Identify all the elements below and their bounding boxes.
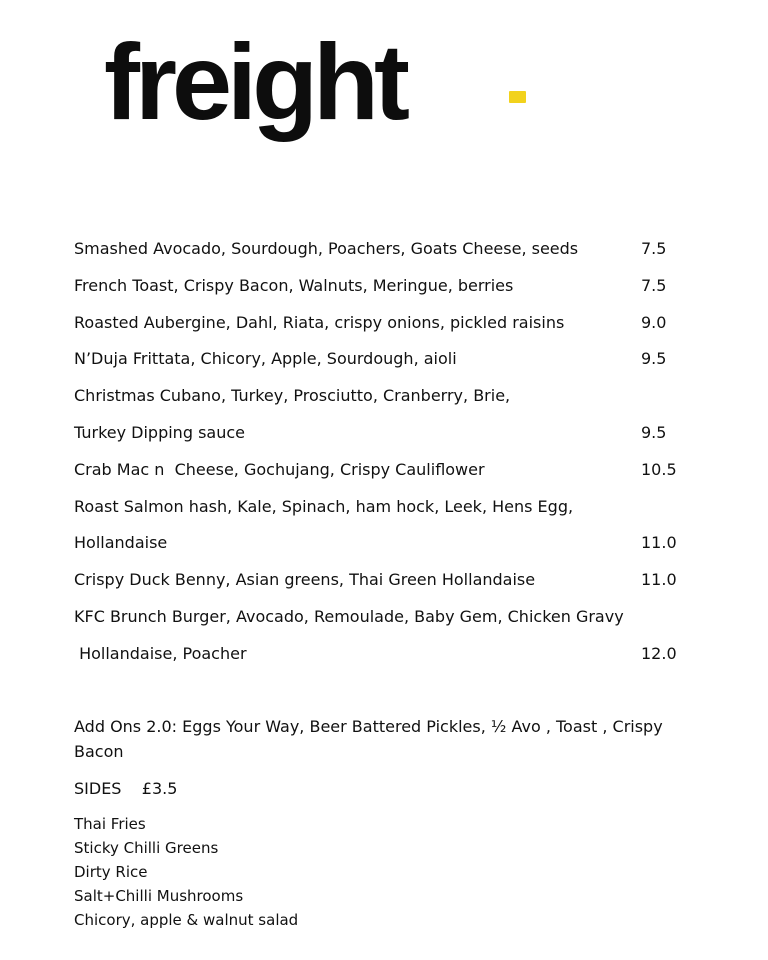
- side-item: Salt+Chilli Mushrooms: [74, 887, 244, 905]
- menu-item-price: 10.5: [641, 459, 677, 479]
- menu-item: [74, 452, 694, 489]
- menu-item: [74, 231, 694, 268]
- menu-item-name: Turkey Dipping sauce: [74, 422, 245, 442]
- menu-item-name: N’Duja Frittata, Chicory, Apple, Sourdough, aioli: [74, 349, 457, 369]
- menu-item: [74, 378, 694, 415]
- menu-item-name: French Toast, Crispy Bacon, Walnuts, Meringue, berries: [74, 275, 514, 295]
- side-item: Chicory, apple & walnut salad: [74, 911, 299, 929]
- side-item: Dirty Rice: [74, 863, 148, 881]
- menu-item: [74, 599, 694, 636]
- sides-heading: SIDES £3.5: [74, 779, 178, 798]
- menu-item-price: 12.0: [641, 643, 677, 663]
- menu-item-name: Roasted Aubergine, Dahl, Riata, crispy onions, pickled raisins: [74, 312, 565, 332]
- menu-item-price: 7.5: [641, 239, 667, 258]
- menu-item-price: 9.5: [641, 349, 667, 369]
- logo: [104, 21, 405, 148]
- menu-list: [74, 231, 694, 673]
- menu-item-name: Hollandaise, Poacher: [74, 643, 247, 663]
- menu-item: [74, 305, 694, 342]
- menu-item-name: Crispy Duck Benny, Asian greens, Thai Green Hollandaise: [74, 570, 536, 590]
- add-ons-text: Add Ons 2.0: Eggs Your Way, Beer Battered Pickles, ½ Avo , Toast , Crispy Bacon: [74, 717, 663, 761]
- menu-item-name: KFC Brunch Burger, Avocado, Remoulade, Baby Gem, Chicken Gravy: [74, 606, 624, 626]
- logo-wordmark: freight: [104, 21, 405, 142]
- side-item: Thai Fries: [74, 815, 146, 833]
- menu-item-name: Hollandaise: [74, 533, 168, 553]
- menu-item-price: 9.5: [641, 422, 667, 442]
- menu-item-name: Roast Salmon hash, Kale, Spinach, ham hock, Leek, Hens Egg,: [74, 496, 574, 516]
- menu-item: [74, 489, 694, 526]
- side-item: Sticky Chilli Greens: [74, 839, 219, 857]
- menu-item: [74, 268, 694, 305]
- menu-item: [74, 562, 694, 599]
- menu-item-price: 9.0: [641, 312, 667, 332]
- menu-item-price: 11.0: [641, 533, 677, 553]
- menu-item: [74, 525, 694, 562]
- menu-item: [74, 341, 694, 378]
- sides-list: [74, 812, 298, 932]
- menu-item-name: Christmas Cubano, Turkey, Prosciutto, Cranberry, Brie,: [74, 386, 511, 406]
- menu-item-name: Crab Mac n Cheese, Gochujang, Crispy Cauliflower: [74, 459, 485, 479]
- menu-item-name: Smashed Avocado, Sourdough, Poachers, Goats Cheese, seeds: [74, 239, 579, 258]
- menu-item: [74, 636, 694, 673]
- menu-item-price: 7.5: [641, 275, 667, 295]
- menu-item-price: 11.0: [641, 570, 677, 590]
- menu-item: [74, 415, 694, 452]
- logo-accent-square: [509, 91, 526, 103]
